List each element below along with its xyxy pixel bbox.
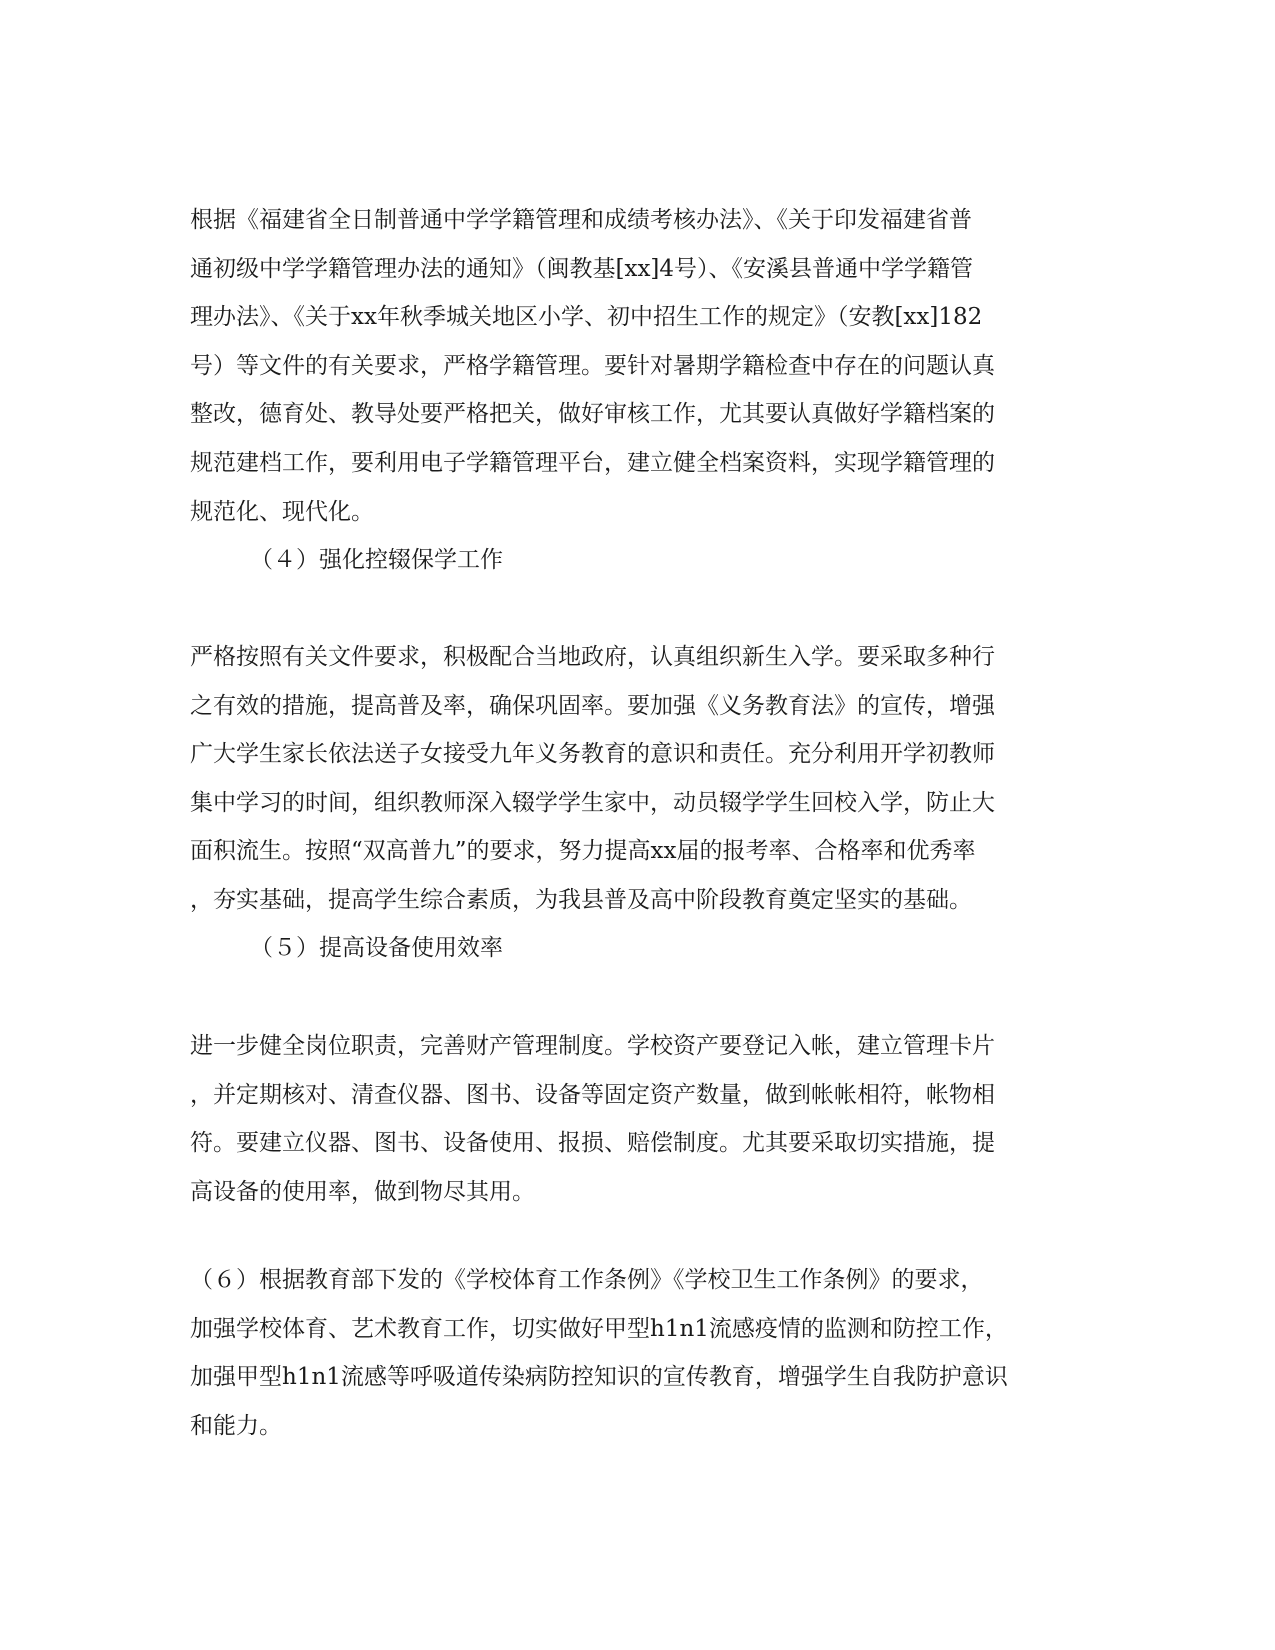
text-line: 整改，德育处、教导处要严格把关，做好审核工作，尤其要认真做好学籍档案的 <box>190 401 995 428</box>
text-line: （６）根据教育部下发的《学校体育工作条例》《学校卫生工作条例》的要求， <box>190 1267 984 1293</box>
text-line: 理办法》、《关于xx年秋季城关地区小学、初中招生工作的规定》（安教[xx]182 <box>190 304 983 331</box>
text-line: 面积流生。按照“双高普九”的要求，努力提高xx届的报考率、合格率和优秀率 <box>190 838 976 865</box>
paragraph-equipment-usage <box>190 1022 1080 1216</box>
text-line: 符。要建立仪器、图书、设备使用、报损、赔偿制度。尤其要采取切实措施，提 <box>190 1130 995 1157</box>
text-line: 规范化、现代化。 <box>190 498 374 525</box>
text-line: 和能力。 <box>190 1412 282 1439</box>
section-heading-4: （４）强化控辍保学工作 <box>250 547 503 573</box>
section-heading-5: （５）提高设备使用效率 <box>250 935 503 961</box>
text-line: 加强学校体育、艺术教育工作，切实做好甲型h1n1流感疫情的监测和防控工作， <box>190 1315 1008 1342</box>
text-line: 根据《福建省全日制普通中学学籍管理和成绩考核办法》、《关于印发福建省普 <box>190 207 972 233</box>
text-line: 进一步健全岗位职责，完善财产管理制度。学校资产要登记入帐，建立管理卡片 <box>190 1033 995 1059</box>
text-line: 广大学生家长依法送子女接受九年义务教育的意识和责任。充分利用开学初教师 <box>190 741 995 768</box>
text-line: 严格按照有关文件要求，积极配合当地政府，认真组织新生入学。要采取多种行 <box>190 644 995 670</box>
paragraph-health-education <box>190 1256 1080 1450</box>
paragraph-dropout-control <box>190 633 1080 925</box>
text-line: 集中学习的时间，组织教师深入辍学学生家中，动员辍学学生回校入学，防止大 <box>190 789 995 816</box>
text-line: 高设备的使用率，做到物尽其用。 <box>190 1178 535 1205</box>
paragraph-student-records <box>190 196 1080 536</box>
text-line: 通初级中学学籍管理办法的通知》（闽教基[xx]4号）、《安溪县普通中学学籍管 <box>190 255 974 282</box>
text-line: 加强甲型h1n1流感等呼吸道传染病防控知识的宣传教育，增强学生自我防护意识 <box>190 1364 1008 1391</box>
text-line: ，夯实基础，提高学生综合素质，为我县普及高中阶段教育奠定坚实的基础。 <box>190 886 972 913</box>
text-line: 号）等文件的有关要求，严格学籍管理。要针对暑期学籍检查中存在的问题认真 <box>190 352 995 379</box>
text-line: ，并定期核对、清查仪器、图书、设备等固定资产数量，做到帐帐相符，帐物相 <box>190 1081 995 1108</box>
text-line: 规范建档工作，要利用电子学籍管理平台，建立健全档案资料，实现学籍管理的 <box>190 449 995 476</box>
text-line: 之有效的措施，提高普及率，确保巩固率。要加强《义务教育法》的宣传，增强 <box>190 692 995 719</box>
